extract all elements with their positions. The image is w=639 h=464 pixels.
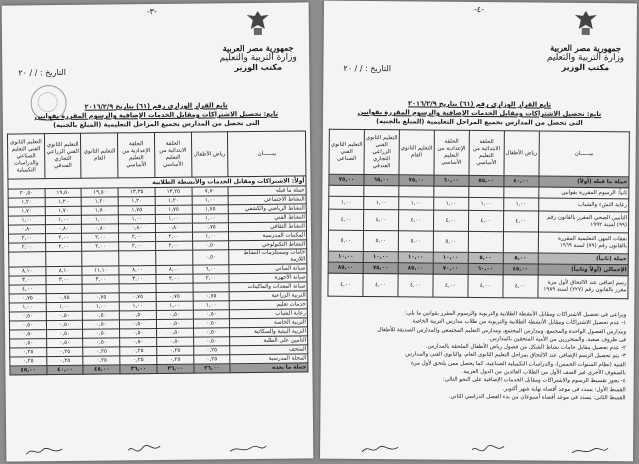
note-line: ٣- يتم تحصيل الرسم الإضافى عند الالتحاق بمراحل التعليم الثانوى العام، والثانوى الفنى والمدارس — [405, 351, 626, 360]
fee-cell: ١,٢٠ — [82, 197, 119, 206]
header-line2: وزارة التربية والتعليم — [546, 52, 625, 64]
row-label: خامات ومستلزمات النشاط اللازمة — [229, 249, 307, 265]
row-label: المتحف — [230, 345, 308, 355]
fee-cell: ٠,٥٠ — [192, 241, 229, 250]
fee-cell: ٥,٠٠ — [398, 231, 433, 252]
fee-cell — [399, 186, 434, 197]
fee-cell: ١,٠٠ — [364, 196, 399, 209]
document-titles — [323, 99, 636, 129]
fee-cell: ٣,٠٠ — [156, 274, 193, 283]
fee-cell: ٧٠,٠٠ — [433, 263, 468, 274]
fee-cell: ٧٥,٠٠ — [363, 262, 398, 273]
fee-cell: ٢٠,٥٠ — [8, 189, 45, 198]
column-header: الحلقة الإعدادية من التعليم الأساسي — [434, 130, 469, 175]
fee-cell — [329, 185, 364, 196]
fee-cell: ٠,٥٠ — [10, 339, 47, 348]
fee-cell — [503, 187, 538, 198]
fee-cell: ١,٧٥ — [192, 205, 229, 214]
fee-cell: ٠,٢٥ — [47, 356, 84, 365]
fee-cell: ٠,٥٠ — [83, 338, 120, 347]
row-label: النشاط التكنولوجي — [229, 240, 307, 250]
fee-cell: ٢,٠٠ — [45, 233, 82, 242]
fee-cell: ٠,٥٠ — [193, 328, 230, 337]
fee-cell — [45, 251, 82, 266]
table-row — [329, 209, 629, 233]
fee-cell: ٧,٧٠ — [192, 187, 229, 196]
row-label: النشاط الاجتماعي — [228, 195, 306, 205]
fee-cell — [156, 250, 193, 265]
fee-cell: ٥,٠٠ — [328, 230, 363, 251]
fee-cell: ١,٧٠ — [82, 206, 119, 215]
fee-cell: ٢,٠٠ — [156, 241, 193, 250]
column-header: التعليم الثانوي الفني الزراعي التجاري الفندقي — [364, 129, 399, 174]
fee-cell: ٠,٧٥ — [192, 223, 229, 232]
fee-cell: ٥,٠٠ — [468, 252, 503, 263]
row-label: النشاط الثقافي — [229, 222, 307, 232]
note-line: الفنية (نظام السنوات الخمس)، والدراسات التكميلية الصناعية، كما يحصل ممن يلتحق لأول مرة — [410, 360, 626, 369]
fee-cell: ٠,٥٠ — [193, 319, 230, 328]
signature — [360, 443, 400, 455]
fee-cell: ٠,٥٠ — [120, 338, 157, 347]
fee-cell: ٢,٠٠ — [119, 242, 156, 251]
row-label: المجلة المدرسية — [230, 354, 308, 364]
fee-cell: ١,٧٠ — [45, 206, 82, 215]
title-line: تابع القرار الوزارى رقم (٦١) بتاريخ ٢٠١٦/٢/٩ — [84, 101, 228, 111]
fee-cell — [46, 284, 83, 293]
fee-cell: ٨٥,٠٠ — [398, 263, 433, 274]
fee-cell: ٠,٥٠ — [120, 311, 157, 320]
fee-cell — [83, 284, 120, 293]
row-label: جملة ما قبله (أولاً) — [539, 176, 629, 188]
fee-cell: ٢,٠٠ — [155, 232, 192, 241]
fee-cell: ٨٥,٠٠ — [328, 262, 363, 273]
fee-cell: ٠,٧٥ — [9, 294, 46, 303]
fee-cell: ٤,٠٠ — [363, 273, 398, 296]
fee-cell: ١,٠٠ — [119, 215, 156, 224]
fee-cell: ٠,٥٠ — [157, 337, 194, 346]
fee-cell: ١,٢٠ — [155, 196, 192, 205]
note-line: ١- عدم تحصيل الاشتراكات ومقابل الأنشطة الطلابية والتربوية من طلاب مدارس التربية الخاصة — [412, 318, 627, 327]
fee-cell: ١٩,٥٠ — [82, 188, 119, 197]
table-row — [10, 363, 308, 375]
fee-cell: ٠,٢٥ — [120, 356, 157, 365]
fee-cell: ١,٠٠ — [9, 303, 46, 312]
fee-cell: ٥,٠٠ — [433, 231, 468, 252]
column-header: رياض الأطفال — [191, 132, 228, 177]
fee-cell: ١,٠٠ — [8, 216, 45, 225]
fee-cell: ١,٢٠ — [45, 197, 82, 206]
fee-cell: ١,٠٠ — [192, 196, 229, 205]
signatures — [6, 442, 313, 457]
fee-cell: ٣٦,٠٠ — [120, 365, 157, 374]
fee-cell: ١,٠٠ — [82, 215, 119, 224]
fee-cell: ٠,٥٠ — [83, 311, 120, 320]
fee-cell: ٤٥,٠٠ — [10, 366, 47, 375]
fee-cell: ٠,٥٠ — [83, 320, 120, 329]
fee-cell: ٠,٥٠ — [193, 337, 230, 346]
fee-cell: ٨,٠٠ — [119, 266, 156, 275]
row-label: الإجمالي (أولاً وثانياً) — [538, 264, 628, 276]
fee-cell: ١,٠٠ — [399, 197, 434, 210]
ministry-header — [213, 8, 304, 72]
egypt-eagle-emblem-icon — [573, 9, 599, 37]
fee-cell: ٠,٢٥ — [157, 355, 194, 364]
row-label: رعاية الشباب — [230, 309, 308, 319]
page-number: -٣- — [146, 6, 157, 17]
fee-cell: ٤,٠٠ — [433, 274, 468, 297]
fee-cell: ٠,٥٠ — [83, 329, 120, 338]
column-header: الحلقة الإعدادية من التعليم الأساسي — [118, 133, 155, 178]
fee-cell: ٢,٠٠ — [45, 242, 82, 251]
page-number: -٤- — [473, 4, 485, 15]
fee-cell — [156, 283, 193, 292]
note-line: فى ظروف صعبة، والمتحررين من الأمية المتحقين بالمدارس. — [488, 335, 627, 344]
fee-cell: ٣,٠٠ — [119, 275, 156, 284]
row-label: ثانياً: الرسوم المقررة بقوانين — [538, 187, 628, 199]
note-line: القسط الثانى: يسدد فى موعد أقصاه أسبوعان من بدء الفصل الدراسي الثاني. — [448, 393, 626, 402]
fee-cell — [503, 232, 538, 253]
fee-cell: ١,٠٠ — [434, 197, 469, 210]
fee-cell: ٤٠,٠٠ — [504, 176, 539, 187]
fee-cell: ٠,٥٠ — [120, 320, 157, 329]
fee-cell: ١,٠٠ — [193, 301, 230, 310]
note-line: ومدارس الفصول الواحدة والمجتمع، ومدارس المجتمع، ومدارس التعليم المجتمعي والمدارس الصديقة للأطفال — [377, 326, 627, 335]
fee-cell: ٠,٢٥ — [193, 355, 230, 364]
fee-cell: ٤٠,٠٠ — [47, 365, 84, 374]
fee-cell: ٠,٧٥ — [83, 293, 120, 302]
fee-cell: ٠,٢٥ — [83, 347, 120, 356]
fee-cell: ٠,٥٠ — [192, 250, 229, 265]
fee-cell: ٤,٠٠ — [503, 275, 538, 298]
fee-cell: ١٠,٠٠ — [398, 252, 433, 263]
fee-cell — [434, 186, 469, 197]
fee-cell: ٦٥,٠٠ — [364, 174, 399, 185]
fee-cell: ٣,٠٠ — [9, 276, 46, 285]
title-line: تابع: تحصيل الاشتراكات ومقابل الخدمات الإضافية والرسوم المقررة بقوانين — [34, 109, 279, 121]
row-label: النشاط الفني — [229, 213, 307, 223]
fee-cell: ٠,٢٥ — [10, 348, 47, 357]
fee-cell: ٦,٠٠ — [192, 265, 229, 274]
row-label: النشاط الرياضي والكشفي — [229, 204, 307, 214]
fee-cell: ٢,٠٠ — [82, 233, 119, 242]
header-line2: وزارة التربية والتعليم — [219, 52, 297, 64]
fee-cell: ٠,٢٥ — [120, 347, 157, 356]
fee-cell: ٤,٠٠ — [468, 274, 503, 297]
title-line: تابع: تحصيل الاشتراكات ومقابل الخدمات الإضافية والرسوم المقررة بقوانين — [357, 107, 602, 119]
fee-cell: ٢,٠٠ — [9, 234, 46, 243]
fee-cell: ١,٠٠ — [45, 215, 82, 224]
table-row — [328, 230, 628, 254]
table-row — [328, 273, 628, 299]
fee-cell: ٣٦,٠٠ — [157, 364, 194, 373]
fee-cell: ١,٠٠ — [192, 232, 229, 241]
fee-cell: ٠,٥٠ — [46, 311, 83, 320]
row-label: التأمين الصحي المقرر بالقانون رقم (٩٩) لسنة ١٩٩٢ — [538, 211, 629, 233]
fee-cell: ١,٠٠ — [503, 198, 538, 211]
fee-cell: ٠,٥٠ — [46, 338, 83, 347]
fee-cell: ٢٦,٠٠ — [194, 364, 231, 373]
fee-cell: ٤,٠٠ — [9, 285, 46, 294]
fee-cell: ٢,٠٠ — [119, 233, 156, 242]
fee-cell: ٣,٠٠ — [46, 275, 83, 284]
row-label: رعاية النشء والشباب — [538, 198, 628, 212]
fee-cell: ٨,٠٠ — [156, 265, 193, 274]
fee-cell: ١,٠٠ — [156, 301, 193, 310]
signature — [126, 444, 162, 456]
fee-cell — [469, 186, 504, 197]
column-header: التعليم الثانوي الفني الزراعي التجاري الفندقي — [44, 133, 81, 178]
fee-cell: ٠,٥٠ — [156, 310, 193, 319]
fee-cell: ١,٠٠ — [468, 197, 503, 210]
column-header: التعليم الثانوي الفني التعليم الصناعي والدراسات التكميلية — [7, 134, 44, 179]
signature — [570, 445, 610, 457]
fee-cell: ٨,١٠ — [46, 266, 83, 275]
fee-cell: ١,٢٠ — [118, 197, 155, 206]
title-line: تابع القرار الوزارى رقم (٦١) بتاريخ ٢٠١٦/٢/٩ — [408, 99, 552, 109]
egypt-eagle-emblem-icon — [245, 9, 271, 37]
document-titles — [3, 100, 310, 130]
note-line: ٢- عدم تحصيل مقابل خامات نشاط الشكل من فصول رياض الأطفال الملحقة بالمدارس. — [425, 343, 627, 352]
note-line: القسط الأول: يسدد فى موعد أقصاه نهاية شهر أكتوبر. — [502, 385, 626, 393]
fee-cell: ١١,١٠ — [82, 266, 119, 275]
fee-cell: ٤٥,٠٠ — [503, 264, 538, 275]
header-line1: جمهورية مصر العربية — [550, 42, 622, 54]
column-header: رياض الأطفال — [504, 131, 539, 176]
fee-cell: ٢,٠٠ — [9, 243, 46, 252]
row-label: نفقات المهن التعليمية المقررة بالقانون رقم (٧٩) لسنة ١٩٦٩ — [538, 232, 629, 254]
fee-cell: ٧٥,٠٠ — [329, 174, 364, 185]
fee-cell: ٠,٥٠ — [120, 329, 157, 338]
fee-cell: ١,٠٠ — [83, 302, 120, 311]
signature — [470, 444, 506, 456]
column-header: التعليم الثانوي العام — [399, 130, 434, 175]
fee-cell: ١٣,٢٥ — [155, 187, 192, 196]
fee-cell: ٥,٠٠ — [503, 253, 538, 264]
column-header: بيــــــان — [539, 131, 630, 177]
date-field: التاريخ : / / ٢٠ — [343, 63, 392, 74]
row-label: المكتبات المدرسية — [229, 231, 307, 241]
row-label: جملة ما بعده — [230, 363, 308, 373]
fee-cell: ١,٠٠ — [119, 302, 156, 311]
row-label: جملة ما قبله — [228, 186, 306, 196]
fee-cell: ٠,٢٥ — [157, 346, 194, 355]
fee-cell: ٠,٥٠ — [9, 312, 46, 321]
signatures — [320, 443, 633, 458]
fee-cell: ٠,٢٥ — [46, 347, 83, 356]
fee-cell: ٠,٨٠ — [82, 224, 119, 233]
fee-cell: ١٩,٥٠ — [45, 188, 82, 197]
fee-cell: ٤,٠٠ — [433, 210, 468, 231]
fee-cell: ٠,٧٥ — [156, 292, 193, 301]
fee-cell: ٥٥,٠٠ — [469, 175, 504, 186]
fee-cell: ٠,٥٠ — [46, 329, 83, 338]
fee-cell: ٠,٥٠ — [193, 310, 230, 319]
title-line: التى تحصل من المدارس بجميع المراحل التعليمية (المبلغ بالجنيه) — [53, 118, 260, 130]
fee-cell: ٨,١٠ — [9, 267, 46, 276]
fee-cell: ٣,٠٠ — [82, 275, 119, 284]
note-line: ويراعى فى تحصيل الاشتراكات ومقابل الأنشطة الطلابية والتربوية والرسوم المقرر بقوانين ما يلي: — [404, 310, 627, 319]
fee-cell: ٠,٧٥ — [119, 293, 156, 302]
fee-cell: ٤,٠٠ — [328, 273, 363, 296]
fee-cell: ٤,٠٠ — [468, 210, 503, 231]
column-header: التعليم الثانوي الفني الصناعي — [329, 129, 364, 174]
fee-cell: ٠,٨٠ — [8, 225, 45, 234]
row-label: رسم إضافى عند الالتحاق لأول مرة مقرر بالقانون رقم (٢٢٧) لسنة ١٩٨٩ — [538, 275, 629, 299]
fee-cell: ٠,٧٥ — [46, 293, 83, 302]
row-label: صيانة الأجهزة — [229, 273, 307, 283]
fee-cell: ١,٠٠ — [46, 302, 83, 311]
fee-cell: ٠,٨٠ — [119, 224, 156, 233]
fee-cell — [82, 251, 119, 266]
right-document-page — [320, 1, 637, 462]
notes-section — [329, 309, 627, 403]
fee-cell: ٧٥,٠٠ — [399, 175, 434, 186]
fees-table — [7, 130, 309, 375]
fee-cell: ٤,٠٠ — [398, 274, 433, 297]
fee-cell: ٠,٢٥ — [83, 356, 120, 365]
fee-cell: ٢,٠٠ — [193, 274, 230, 283]
left-document-page — [2, 2, 314, 461]
fee-cell — [119, 284, 156, 293]
fee-cell — [364, 185, 399, 196]
fee-cell: ٢,٠٠ — [82, 242, 119, 251]
fee-cell: ٤,٠٠ — [503, 211, 538, 232]
row-label: التربية الخاصة — [230, 318, 308, 328]
column-header: بيــــــان — [228, 131, 306, 177]
column-header: الحلقة الابتدائية من التعليم الأساسي — [469, 130, 504, 175]
fee-cell: ٠,٨٠ — [45, 224, 82, 233]
fee-cell: ٠,٥٠ — [9, 321, 46, 330]
header-line3: مكتب الوزير — [234, 62, 283, 73]
fee-cell: ٤,٠٠ — [329, 209, 364, 230]
header-line3: مكتب الوزير — [561, 62, 610, 73]
fee-cell: ٠,٢٥ — [193, 346, 230, 355]
header-line1: جمهورية مصر العربية — [222, 42, 294, 54]
row-label: صيانة المباني — [229, 264, 307, 274]
fee-cell: ٤,٠٠ — [398, 210, 433, 231]
fee-cell: ١٠,٠٠ — [328, 251, 363, 262]
fee-cell — [9, 252, 46, 267]
fee-cell: ١,٢٠ — [8, 198, 45, 207]
row-label: التأمين على الطلبة — [230, 336, 308, 346]
date-field: التاريخ : / / ٢٠ — [18, 67, 66, 78]
fee-cell: ١,٠٠ — [329, 196, 364, 209]
row-label: التربية الزراعية — [229, 291, 307, 301]
fee-cell: ٦٠,٠٠ — [434, 175, 469, 186]
fee-cell: ٦٠,٠٠ — [468, 263, 503, 274]
fee-cell: ٠,٥٠ — [156, 319, 193, 328]
fee-cell: ٠,٥٠ — [156, 328, 193, 337]
signature — [228, 443, 268, 455]
fee-cell — [119, 251, 156, 266]
fee-cell: ١٠,٠٠ — [433, 252, 468, 263]
note-line: ٤- يجوز تقسيط الرسوم والاشتراكات ومقابل الخدمات الإضافية على النحو التالى: — [442, 377, 626, 385]
fee-cell: ٠,٨٠ — [155, 223, 192, 232]
row-label: خدمات تعليم — [230, 300, 308, 310]
ministry-header — [540, 9, 631, 73]
column-header: الحلقة الابتدائية من التعليم الأساسي — [154, 132, 191, 177]
signature — [24, 445, 64, 457]
fee-cell: ٠,٥٠ — [10, 330, 47, 339]
row-label: صيانة المعدات والماكينات — [229, 282, 307, 292]
note-line: بالصفوف الأخرى غير الصف الأول من الطلاب العائدين من الدول العربية. — [461, 368, 626, 377]
fee-cell: ٠,٥٠ — [46, 320, 83, 329]
fee-cell: ٥,٠٠ — [363, 230, 398, 251]
fee-cell: ٠,٧٥ — [193, 292, 230, 301]
fee-cell: ١,٧٥ — [118, 206, 155, 215]
row-label: جملة (ثانياً) — [538, 253, 628, 265]
title-line: التى تحصل من المدارس بجميع المراحل التعليمية (المبلغ بالجنيه) — [376, 117, 583, 127]
fee-cell — [193, 283, 230, 292]
fees-table — [327, 129, 629, 300]
fee-cell: ١,٧٠ — [8, 207, 45, 216]
fee-cell: ٠,٢٥ — [10, 357, 47, 366]
section-title: أولاً: الاشتراكات ومقابل الخدمات والأنشطة الطلابية — [8, 176, 306, 189]
row-label: التربية البيئية والسكانية — [230, 327, 308, 337]
fee-cell: ١,٠٠ — [155, 214, 192, 223]
fee-cell: ١٣,٣٥ — [118, 188, 155, 197]
fee-cell: ١,٧٥ — [155, 205, 192, 214]
fee-cell: ١٠,٠٠ — [363, 251, 398, 262]
fee-cell — [468, 231, 503, 252]
fee-cell: ٤٥,٠٠ — [83, 365, 120, 374]
column-header: التعليم الثانوي العام — [81, 133, 118, 178]
fee-cell: ٤,٠٠ — [363, 209, 398, 230]
fee-cell: ١,٠٠ — [192, 214, 229, 223]
